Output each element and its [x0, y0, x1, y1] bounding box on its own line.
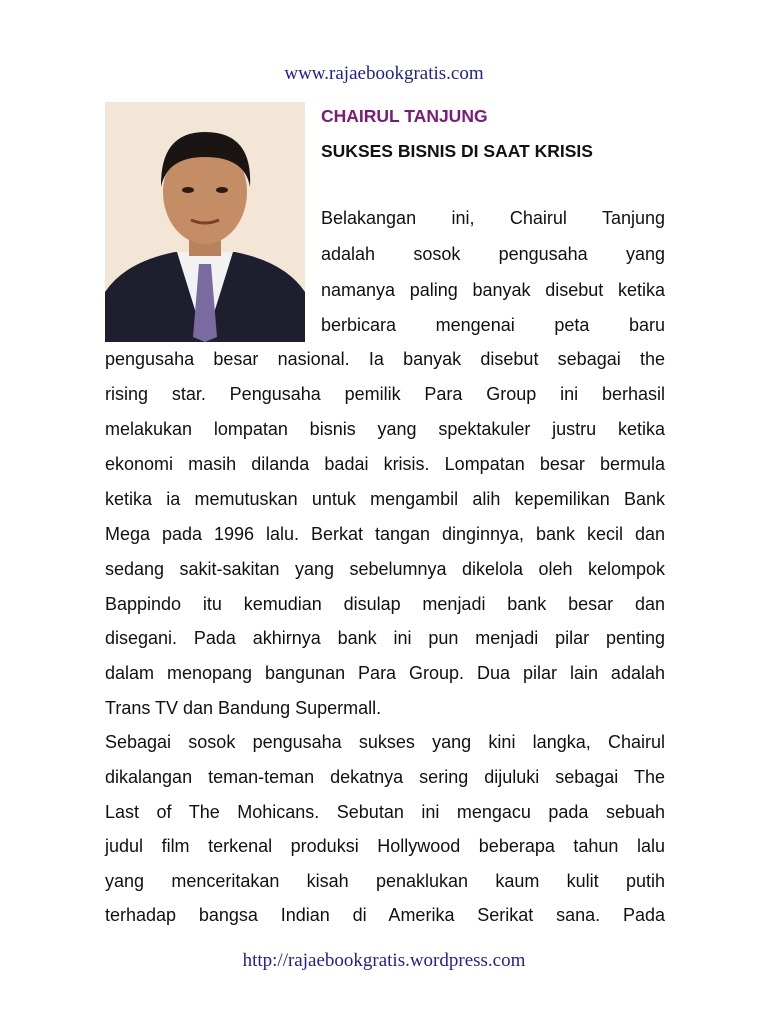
body-text-line: Mega pada 1996 lalu. Berkat tangan dinginnya, bank kecil dan	[105, 524, 665, 544]
body-text-line: judul film terkenal produksi Hollywood beberapa tahun lalu	[105, 836, 665, 856]
footer-url[interactable]: http://rajaebookgratis.wordpress.com	[242, 950, 526, 971]
header-url[interactable]: www.rajaebookgratis.com	[284, 63, 484, 84]
body-text-line: namanya paling banyak disebut ketika	[321, 280, 665, 300]
body-text-line: terhadap bangsa Indian di Amerika Serikat sana. Pada	[105, 905, 665, 925]
article-title: CHAIRUL TANJUNG	[321, 106, 488, 126]
body-text-line: sedang sakit-sakitan yang sebelumnya dikelola oleh kelompok	[105, 559, 665, 579]
body-text-line: yang menceritakan kisah penaklukan kaum kulit putih	[105, 871, 665, 891]
body-text-line: Bappindo itu kemudian disulap menjadi bank besar dan	[105, 594, 665, 614]
body-text-line: Trans TV dan Bandung Supermall.	[105, 698, 382, 718]
body-text-line: Belakangan ini, Chairul Tanjung	[321, 208, 665, 228]
body-text-line: adalah sosok pengusaha yang	[321, 244, 665, 264]
body-text-line: ketika ia memutuskan untuk mengambil alih kepemilikan Bank	[105, 489, 665, 509]
body-text-line: berbicara mengenai peta baru	[321, 315, 665, 335]
body-text-line: pengusaha besar nasional. Ia banyak disebut sebagai the	[105, 349, 665, 369]
body-text-line: dalam menopang bangunan Para Group. Dua pilar lain adalah	[105, 663, 665, 683]
body-text-line: Sebagai sosok pengusaha sukses yang kini langka, Chairul	[105, 732, 665, 752]
article-subtitle: SUKSES BISNIS DI SAAT KRISIS	[321, 141, 593, 161]
body-text-line: Last of The Mohicans. Sebutan ini mengacu pada sebuah	[105, 802, 665, 822]
body-text-line: ekonomi masih dilanda badai krisis. Lompatan besar bermula	[105, 454, 665, 474]
body-text-line: dikalangan teman-teman dekatnya sering dijuluki sebagai The	[105, 767, 665, 787]
portrait-photo	[105, 102, 305, 342]
body-text-line: disegani. Pada akhirnya bank ini pun menjadi pilar penting	[105, 628, 665, 648]
body-text-line: melakukan lompatan bisnis yang spektakuler justru ketika	[105, 419, 665, 439]
body-text-line: rising star. Pengusaha pemilik Para Group ini berhasil	[105, 384, 665, 404]
